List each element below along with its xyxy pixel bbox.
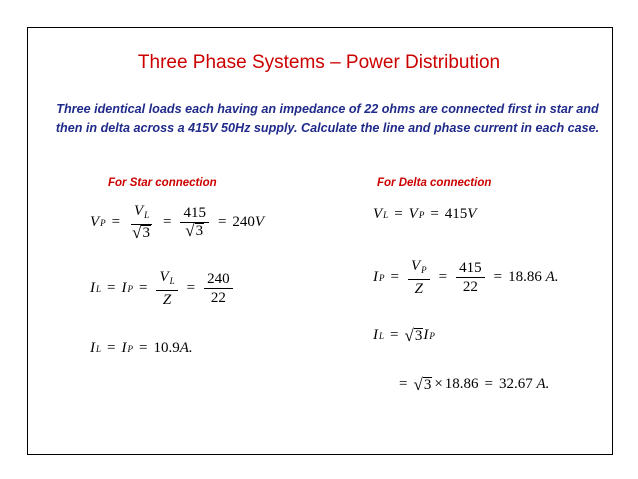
subscript: P (379, 272, 385, 283)
symbol: I (373, 327, 378, 343)
result-value: 10.9 (153, 340, 180, 356)
symbol: V (373, 206, 383, 222)
symbol: I (90, 340, 95, 356)
radicand: 3 (195, 223, 204, 239)
subscript: P (100, 217, 106, 228)
fraction: $V_L$ √ 3 (129, 202, 154, 243)
subscript: L (96, 283, 102, 294)
symbol: V (133, 203, 144, 219)
radicand: 3 (414, 327, 423, 344)
symbol: V (408, 206, 418, 222)
denominator: Z (414, 281, 423, 297)
subscript: P (421, 265, 427, 275)
unit: A. (536, 376, 550, 392)
unit: V (254, 214, 265, 230)
star-heading: For Star connection (108, 177, 217, 189)
denominator: Z (162, 292, 172, 308)
radicand: 3 (423, 376, 432, 393)
delta-voltage-equation: V L = V P = 415 V (373, 206, 477, 222)
symbol: I (121, 340, 127, 356)
fraction (156, 268, 177, 309)
problem-statement: Three identical loads each having an impedance of 22 ohms are connected first in star and then in delta across a 415V 50Hz supply. Calculate the line and phase current in each case. (55, 102, 600, 135)
result-value: 18.86 (508, 269, 542, 285)
fraction (456, 259, 485, 296)
unit: A. (179, 340, 193, 356)
symbol: V (410, 258, 421, 274)
numerator: 240 (204, 270, 233, 289)
subscript: L (96, 343, 102, 354)
delta-phase-current-equation: I P = $\frac{V_P}{Z}$ = $\frac{415}{22}$ = 18.86 A. (373, 258, 559, 297)
multiplicand: 18.86 (444, 376, 479, 392)
symbol: V (159, 269, 169, 285)
subscript: P (418, 209, 425, 220)
star-current-result: I L = I P = 10.9 A. (90, 340, 193, 356)
symbol: I (423, 327, 429, 343)
delta-line-current-equation: I L = √ 3 I P (373, 325, 435, 345)
star-phase-voltage-equation: V P = $V_L$ √ 3 = 415 √ 3 = 240 V (90, 203, 265, 242)
result-value: 240 (232, 214, 255, 230)
subscript: L (169, 276, 175, 286)
result-value: 32.67 (499, 376, 533, 392)
symbol: V (90, 214, 100, 230)
fraction (204, 270, 233, 307)
subscript: L (383, 209, 389, 220)
subscript: P (127, 343, 133, 354)
unit: A. (545, 269, 559, 285)
unit: V (467, 206, 477, 222)
symbol: I (121, 280, 127, 296)
symbol: I (90, 280, 95, 296)
subscript: L (144, 210, 150, 220)
numerator: 415 (456, 259, 485, 278)
denominator: 22 (462, 279, 478, 295)
result-value: 415 (444, 206, 468, 222)
subscript: L (379, 330, 385, 341)
slide-title: Three Phase Systems – Power Distribution (137, 52, 501, 73)
fraction (408, 257, 430, 298)
delta-line-current-result: = √ 3 × 18.86 = 32.67 A. (399, 374, 550, 394)
subscript: P (127, 283, 133, 294)
star-line-current-equation: I L = I P = $\frac{V_L}{Z}$ = $\frac{240}{22}$ (90, 268, 236, 309)
subscript: P (429, 330, 435, 341)
symbol: I (373, 269, 378, 285)
delta-heading: For Delta connection (377, 177, 492, 189)
radicand: 3 (142, 225, 150, 241)
fraction: 415 √ 3 (180, 204, 209, 241)
denominator: 22 (210, 290, 226, 306)
numerator: 415 (180, 204, 209, 223)
